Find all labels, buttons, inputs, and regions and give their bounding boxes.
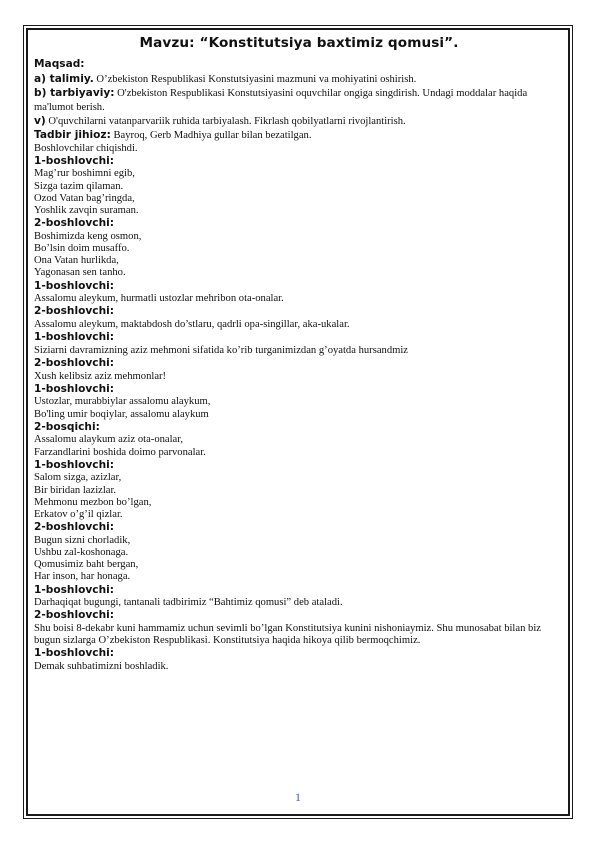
speaker-label: 2-boshlovchi:	[34, 521, 114, 534]
speech-line: Bir biridan lazizlar.	[34, 484, 117, 496]
speaker-label: 1-boshlovchi:	[34, 583, 114, 596]
speech-line: Qomusimiz baht bergan,	[34, 559, 139, 571]
speech-line: Demak suhbatimizni boshladik.	[34, 661, 169, 673]
goal-text: O'zbekiston Respublikasi Konstutsiyasini oquvchilar ongiga singdirish. Undagi moddalar haqida ma'lumot berish.	[34, 87, 528, 113]
page-title: Mavzu: “Konstitutsiya baxtimiz qomusi”.	[139, 35, 459, 51]
tadbir-text: Bayroq, Gerb Madhiya gullar bilan bezatilgan.	[110, 130, 312, 142]
speech-line: Salom sizga, azizlar,	[34, 472, 122, 484]
speech-line: Ustozlar, murabbiylar assalomu alaykum,	[34, 396, 211, 408]
intro-line: Boshlovchilar chiqishdi.	[34, 142, 138, 154]
speaker-label: 1-boshlovchi:	[34, 647, 114, 660]
goal-text: O'quvchilarni vatanparvariik ruhida tarbiyalash. Fikrlash qobilyatlarni rivojlantirish.	[45, 116, 406, 128]
speaker-label: 1-boshlovchi:	[34, 331, 114, 344]
goal-prefix: b) tarbiyaviy:	[34, 86, 115, 99]
speaker-label: 1-boshlovchi:	[34, 279, 114, 292]
tadbir-label: Tadbir jihioz:	[34, 129, 111, 142]
tadbir-line	[34, 128, 564, 142]
dialogue-sections	[34, 155, 564, 673]
document-body	[34, 34, 564, 673]
speaker-label: 1-boshlovchi:	[34, 382, 114, 395]
speech-line: Mag’rur boshimni egib,	[34, 168, 135, 180]
speaker-label: 2-boshlovchi:	[34, 357, 114, 370]
page-number: 1	[295, 790, 301, 804]
speech-line: Erkatov o’g’il qizlar.	[34, 509, 123, 521]
goal-item	[34, 72, 564, 86]
goal-item	[34, 114, 564, 128]
speaker-label: 2-boshlovchi:	[34, 217, 114, 230]
speech-line: Shu boisi 8-dekabr kuni hammamiz uchun sevimli bo’lgan Konstitutsiya kunini nishoniaymiz. Shu munosabat bilan biz bugun sizlarga O’zbekiston Respublikasi. Konstitutsiya haqida hikoya qilib bermoqchimiz.	[34, 623, 541, 647]
speech-line: Boshimizda keng osmon,	[34, 230, 142, 242]
speech-line: Assalomu aleykum, hurmatli ustozlar mehribon ota-onalar.	[34, 293, 284, 305]
speech-line: Assalomu alaykum aziz ota-onalar,	[34, 434, 184, 446]
speech-line: Har inson, har honaga.	[34, 571, 131, 583]
speaker-label: 2-boshlovchi:	[34, 305, 114, 318]
speech-line: Ona Vatan hurlikda,	[34, 255, 119, 267]
speech-line: Farzandlarini boshida doimo parvonalar.	[34, 446, 206, 458]
speech-line: Yagonasan sen tanho.	[34, 267, 126, 279]
goals-list	[34, 72, 564, 129]
speaker-label: 2-bosqichi:	[34, 420, 100, 433]
speech-line: Xush kelibsiz aziz mehmonlar!	[34, 370, 167, 382]
goal-prefix: v)	[34, 115, 46, 128]
goal-item	[34, 86, 564, 114]
speech-line: Sizga tazim qilaman.	[34, 180, 124, 192]
goal-text: O’zbekiston Respublikasi Konstutsiyasini mazmuni va mohiyatini oshirish.	[93, 73, 417, 85]
speaker-label: 2-boshlovchi:	[34, 609, 114, 622]
speaker-label: 1-boshlovchi:	[34, 458, 114, 471]
speech-line: Ozod Vatan bag’ringda,	[34, 192, 135, 204]
maqsad-label: Maqsad:	[34, 58, 85, 70]
speech-line: Bo’lsin doim musaffo.	[34, 243, 130, 255]
speech-line: Assalomu aleykum, maktabdosh do’stlaru, qadrli opa-singillar, aka-ukalar.	[34, 319, 350, 331]
speech-line: Bugun sizni chorladik,	[34, 534, 131, 546]
speech-line: Ushbu zal-koshonaga.	[34, 547, 129, 559]
speech-line: Bo'ling umir boqiylar, assalomu alaykum	[34, 408, 209, 420]
speech-line: Mehmonu mezbon bo’lgan,	[34, 496, 152, 508]
speech-line: Siziarni davramizning aziz mehmoni sifatida ko’rib turganimizdan g’oyatda hursandmiz	[34, 344, 409, 356]
goal-prefix: a) talimiy.	[34, 72, 94, 85]
speech-line: Darhaqiqat bugungi, tantanali tadbirimiz “Bahtimiz qomusi” deb ataladi.	[34, 597, 343, 609]
speech-line: Yoshlik zavqin suraman.	[34, 205, 139, 217]
speaker-label: 1-boshlovchi:	[34, 154, 114, 167]
